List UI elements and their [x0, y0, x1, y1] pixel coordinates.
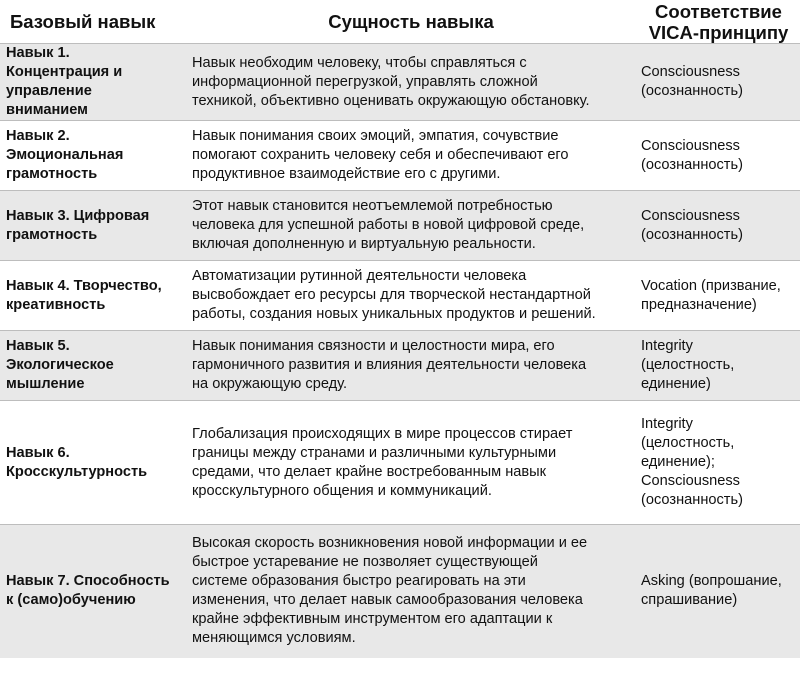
skill-line: Кросскультурность — [6, 463, 148, 480]
table-row — [0, 331, 800, 401]
skill-line: Навык 5. — [6, 338, 70, 354]
table-row — [0, 191, 800, 261]
vica-cell — [637, 401, 800, 525]
vica-cell — [637, 261, 800, 331]
description-line: быстрое устаревание не позволяет существующей — [192, 554, 538, 571]
description-line: системе образования быстро реагировать на эти — [192, 573, 526, 590]
vica-line: единение); — [641, 454, 715, 470]
description-line: гармоничного развития и влияния деятельности человека — [192, 357, 587, 373]
skill-line: Навык 4. Творчество, — [6, 277, 162, 294]
vica-line: Consciousness — [641, 207, 740, 224]
description-cell — [185, 525, 637, 658]
skill-line: Навык 7. Способность — [6, 573, 170, 590]
skill-line: мышление — [6, 376, 85, 392]
skill-line: вниманием — [6, 102, 88, 118]
vica-line: Consciousness — [641, 473, 740, 489]
skill-line: Навык 3. Цифровая — [6, 207, 150, 224]
vica-line: Consciousness — [641, 64, 740, 80]
skill-cell — [0, 261, 185, 331]
vica-line: Consciousness — [641, 137, 740, 154]
skill-cell — [0, 121, 185, 191]
skill-line: креативность — [6, 296, 106, 313]
description-line: техникой, объективно оценивать окружающую обстановку. — [192, 92, 590, 109]
skill-line: грамотность — [6, 226, 98, 243]
description-line: Навык необходим человеку, чтобы справляться с — [192, 54, 527, 71]
vica-line: Asking (вопрошание, — [641, 573, 782, 590]
description-line: высвобождает его ресурсы для творческой нестандартной — [192, 287, 591, 303]
vica-line: (осознанность) — [641, 492, 743, 508]
description-line: Этот навык становится неотъемлемой потребностью — [192, 198, 553, 214]
vica-cell — [637, 121, 800, 191]
description-line: изменения, что делает навык самообразования человека — [192, 592, 583, 609]
vica-line: (целостность, — [641, 357, 735, 373]
description-line: человека для успешной работы в новой цифровой среде, — [192, 217, 585, 233]
vica-line: (осознанность) — [641, 156, 743, 173]
description-line: меняющимся условиям. — [192, 630, 356, 647]
description-line: информационной перегрузкой, управлять сложной — [192, 73, 538, 90]
description-line: крайне эффективным инструментом его адаптации к — [192, 611, 553, 628]
vica-line: (целостность, — [641, 435, 735, 451]
skill-line: Навык 6. — [6, 444, 70, 461]
vica-line: Integrity — [641, 416, 693, 432]
vica-line: единение) — [641, 376, 711, 392]
table-row — [0, 261, 800, 331]
vica-cell — [637, 44, 800, 121]
vica-line: спрашивание) — [641, 592, 738, 609]
description-line: Навык понимания своих эмоций, эмпатия, сочувствие — [192, 128, 559, 144]
skill-cell — [0, 44, 185, 121]
description-cell — [185, 401, 637, 525]
description-line: продуктивное взаимодействие его с другими. — [192, 166, 501, 182]
description-line: включая дополненную и виртуальную реальности. — [192, 236, 536, 252]
skill-line: Концентрация и — [6, 64, 123, 80]
skill-cell — [0, 331, 185, 401]
header-base-skill: Базовый навык — [10, 11, 156, 32]
vica-line: Vocation (призвание, — [641, 277, 781, 294]
description-line: Высокая скорость возникновения новой информации и ее — [192, 535, 588, 552]
description-line: Автоматизации рутинной деятельности человека — [192, 268, 527, 284]
skill-line: к (само)обучению — [6, 592, 136, 609]
skill-line: Эмоциональная — [6, 147, 124, 163]
description-cell — [185, 44, 637, 121]
header-vica-line2: VICA-принципу — [648, 21, 789, 43]
skill-line: Навык 2. — [6, 128, 70, 144]
header-skill-essence: Сущность навыка — [328, 11, 494, 32]
vica-line: (осознанность) — [641, 226, 743, 243]
description-line: границы между странами и различными культурными — [192, 444, 557, 461]
table-row — [0, 401, 800, 525]
description-cell — [185, 191, 637, 261]
description-line: на окружающую среду. — [192, 376, 348, 392]
description-cell — [185, 121, 637, 191]
table-row — [0, 44, 800, 121]
skill-cell — [0, 401, 185, 525]
vica-line: Integrity — [641, 338, 693, 354]
description-line: помогают сохранить человеку себя и обеспечивают его — [192, 147, 569, 163]
skill-cell — [0, 191, 185, 261]
header-vica-principle — [637, 0, 800, 44]
vica-cell — [637, 331, 800, 401]
description-line: Глобализация происходящих в мире процессов стирает — [192, 425, 573, 442]
skill-line: грамотность — [6, 166, 98, 182]
description-cell — [185, 331, 637, 401]
vica-cell — [637, 525, 800, 658]
description-cell — [185, 261, 637, 331]
table-row — [0, 121, 800, 191]
description-line: кросскультурного общения и коммуникаций. — [192, 482, 492, 499]
skill-line: Навык 1. — [6, 45, 70, 61]
description-line: Навык понимания связности и целостности мира, его — [192, 338, 555, 354]
description-line: средами, что делает крайне востребованным навык — [192, 463, 547, 480]
vica-cell — [637, 191, 800, 261]
skill-cell — [0, 525, 185, 658]
vica-line: предназначение) — [641, 296, 757, 313]
description-line: работы, создания новых уникальных продуктов и решений. — [192, 306, 596, 322]
skill-line: Экологическое — [6, 357, 114, 373]
skill-line: управление — [6, 83, 92, 99]
header-row — [0, 0, 800, 44]
header-vica-line1: Соответствие — [655, 0, 782, 22]
table-row — [0, 525, 800, 658]
vica-line: (осознанность) — [641, 83, 743, 99]
